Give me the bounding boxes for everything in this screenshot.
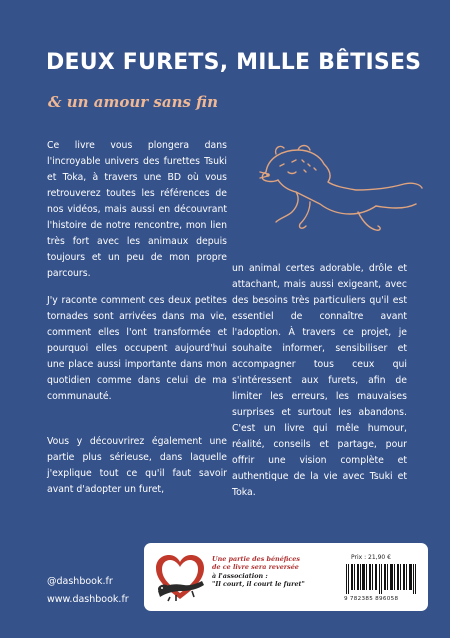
description-paragraph-2: J'y raconte comment ces deux petites tornades sont arrivées dans ma vie, comment elles l'ont transformée et pourquoi elles occupent aujourd'hui une place aussi importante dans mon quotidien comme dans celui de ma communauté.: [47, 295, 227, 402]
description-paragraph-3: Vous y découvrirez également une partie plus sérieuse, dans laquelle j'explique tout ce qu'il faut savoir avant d'adopter un furet,: [47, 436, 227, 495]
charity-notice: Une partie des bénéfices de ce livre sera reversée à l'association : "Il court, il court le furet": [212, 555, 332, 589]
price-label: Prix : 21,90 €: [351, 554, 391, 561]
book-title: DEUX FURETS, MILLE BÊTISES: [46, 50, 422, 75]
description-paragraph-1: Ce livre vous plongera dans l'incroyable univers des furettes Tsuki et Toka, à travers une BD où vous retrouverez toutes les références de nos vidéos, mais aussi en découvrant l'histoire de notre rencontre, mon lien très fort avec les animaux depuis toujours et un peu de mon propre parcours.: [47, 140, 227, 279]
website-link[interactable]: www.dashbook.fr: [47, 594, 129, 605]
publisher-links: [47, 573, 129, 609]
book-subtitle: & un amour sans fin: [48, 93, 218, 111]
charity-price-sticker: [144, 543, 428, 611]
isbn-number: 9 782385 896058: [344, 596, 399, 602]
barcode-icon: [345, 564, 417, 594]
social-handle[interactable]: @dashbook.fr: [47, 576, 113, 587]
heart-ferret-logo-icon: [152, 551, 208, 603]
association-name: "Il court, il court le furet": [212, 580, 305, 589]
description-paragraph-4: un animal certes adorable, drôle et attachant, mais aussi exigeant, avec des besoins très particuliers qu'il est essentiel de connaître avant l'adoption. À travers ce projet, je souhaite informer, sensibiliser et accompagner tous ceux qui s'intéressent aux furets, afin de limiter les erreurs, les mauvaises surprises et surtout les abandons. C'est un livre qui mêle humour, réalité, conseils et partage, pour offrir une vision complète et authentique de la vie avec Tsuki et Toka.: [232, 263, 407, 498]
ferret-line-drawing-icon: [258, 138, 426, 236]
